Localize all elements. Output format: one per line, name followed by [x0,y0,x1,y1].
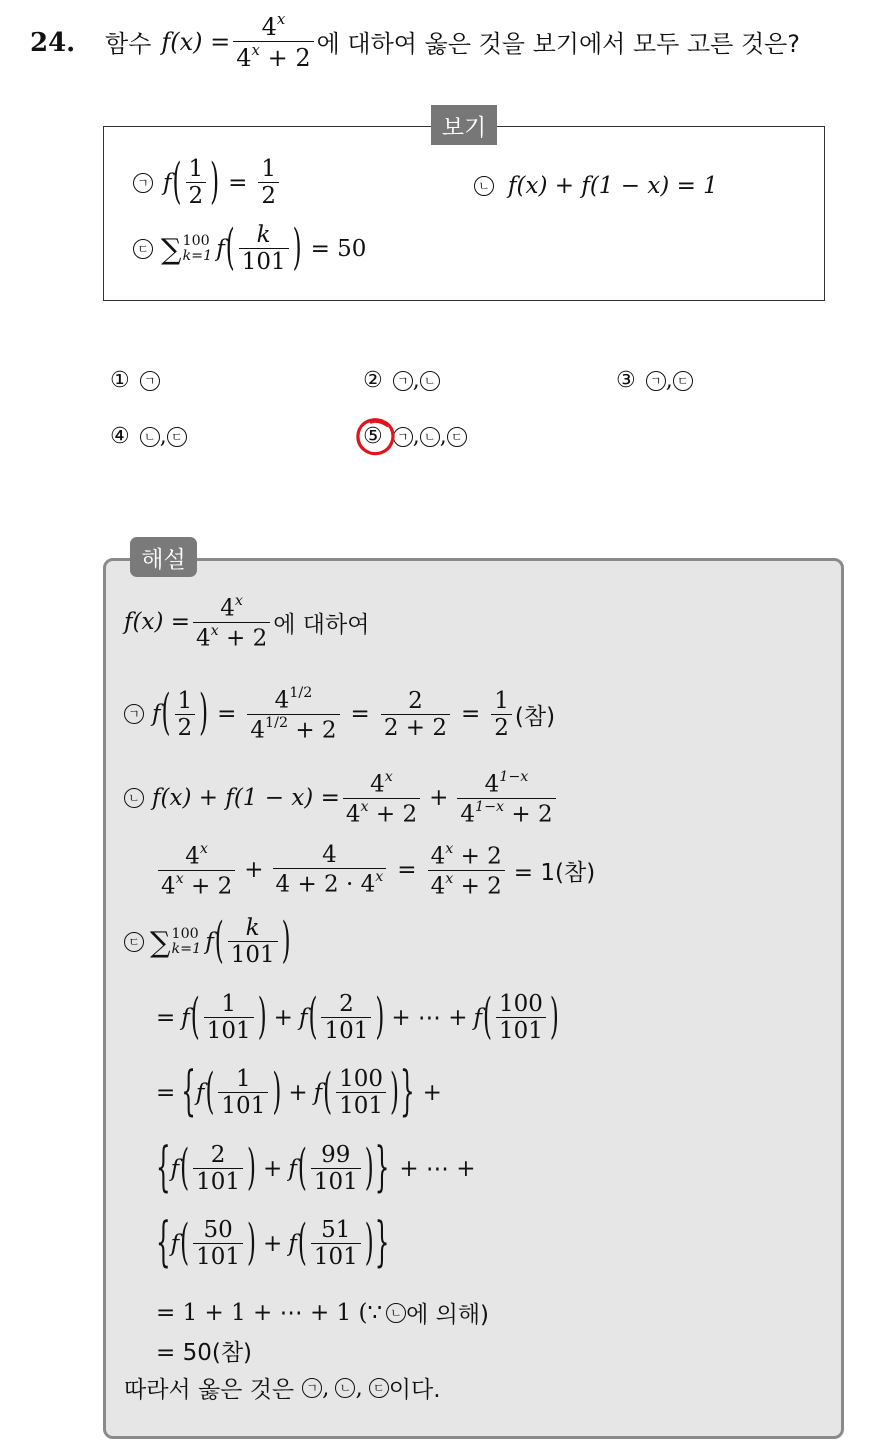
bogi-item-n: ㄴ f(x) + f(1 − x) = 1 [474,173,718,199]
marker-d-icon: ㄷ [133,239,153,259]
solution-line-1: f(x) = $\frac{4^x}{4^x + 2}$ 에 대하여 [124,593,370,652]
solution-line-6: = f ( $\frac{1}{101}$ ) + f ( $\frac{2}{101}$ ) + ⋯ + f ( $\frac{100}{101}$ ) [156,990,559,1045]
solution-line-12: 따라서 옳은 것은 ㄱ , ㄴ , ㄷ 이다. [124,1374,441,1403]
question-fraction: $\frac{4^x}{4^x + 2}$ [233,12,313,72]
bogi-box [103,126,825,301]
solution-title: 해설 [130,537,197,577]
solution-line-8: { f ( $\frac{2}{101}$ ) + f ( $\frac{99}{101}$ ) } + ⋯ + [156,1138,476,1199]
bogi-item-d: ㄷ ∑ 100 k=1 f ( $\frac{k}{101}$ ) = 50 [133,223,366,274]
bogi-item-g: ㄱ f ( $\frac{1}{2}$ ) = $\frac{1}{2}$ [133,157,282,208]
answer-circle-mark [354,416,398,458]
question-prefix: 함수 [105,30,152,59]
marker-g-icon: ㄱ [133,173,153,193]
solution-line-3: ㄴ f(x) + f(1 − x) = $\frac{4^x}{4^x + 2}$ + $\frac{4^{1-x}}{4^{1-x} + 2}$ [124,770,559,827]
question-func-lhs: f(x) = [161,27,231,56]
choice-4[interactable]: ④ ㄴ , ㄷ [110,424,187,449]
bogi-title: 보기 [431,105,497,145]
solution-line-2: ㄱ f ( $\frac{1}{2}$ ) = $\frac{4^{1/2}}{4^{1/2} + 2}$ = $\frac{2}{2 + 2}$ = $\frac{1}{2}$ (참) [124,686,555,743]
question-suffix: 에 대하여 옳은 것을 보기에서 모두 고른 것은? [316,30,801,59]
choice-2[interactable]: ② ㄱ , ㄴ [363,368,440,393]
choice-5[interactable]: ⑤ ㄱ , ㄴ , ㄷ [363,424,467,449]
question-number: 24. [30,28,76,58]
solution-line-9: { f ( $\frac{50}{101}$ ) + f ( $\frac{51}{101}$ ) } [156,1213,390,1274]
solution-line-4: $\frac{4^x}{4^x + 2}$ + $\frac{4}{4 + 2 \cdot 4^x}$ = $\frac{4^x + 2}{4^x + 2}$ = 1(참) [155,842,595,899]
solution-line-5: ㄷ ∑ 100 k=1 f ( $\frac{k}{101}$ ) [124,916,292,967]
solution-line-10: = 1 + 1 + ⋯ + 1 (∵ ㄴ 에 의해) [156,1299,490,1328]
marker-n-icon: ㄴ [474,176,494,196]
solution-line-7: = { f ( $\frac{1}{101}$ ) + f ( $\frac{100}{101}$ ) } + [156,1062,442,1123]
choice-3[interactable]: ③ ㄱ , ㄷ [616,368,693,393]
choice-1[interactable]: ① ㄱ [110,368,160,393]
solution-line-11: = 50(참) [156,1340,253,1366]
question-text [105,12,800,72]
